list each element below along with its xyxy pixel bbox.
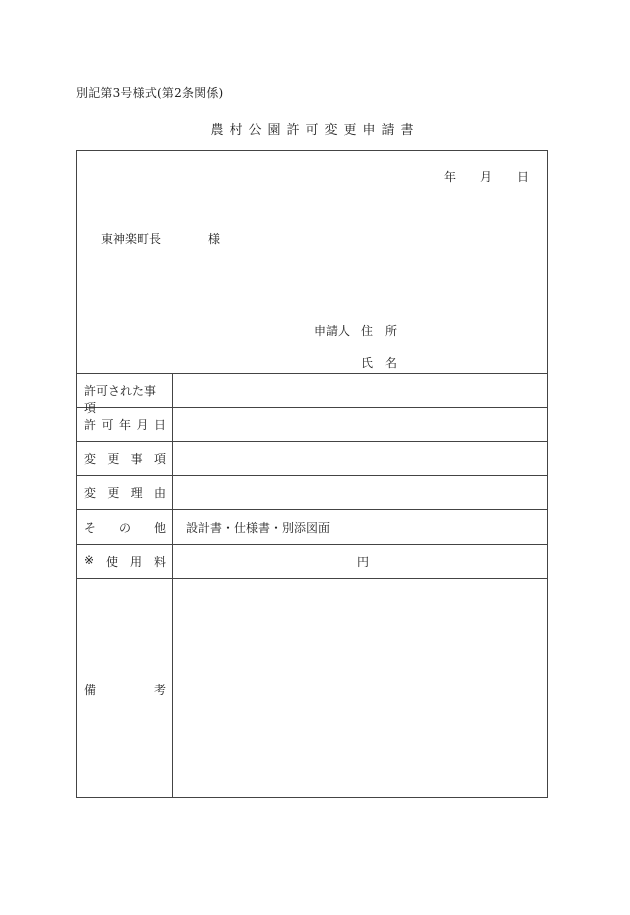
recipient: 東神楽町長	[101, 232, 162, 246]
row-label-permitted-matter: 許可された事項	[84, 384, 157, 415]
date-day: 日	[517, 170, 530, 184]
row-label-change-reason: 変 更 理 由	[84, 486, 166, 500]
form-code: 別記第3号様式(第2条関係)	[76, 86, 224, 100]
other-value: 設計書・仕様書・別添図面	[186, 521, 331, 535]
row-divider	[77, 475, 547, 476]
address-label: 住 所	[361, 324, 398, 338]
usage-fee-unit: 円	[357, 555, 370, 569]
name-label: 氏 名	[361, 356, 398, 370]
date-year: 年	[444, 170, 457, 184]
row-divider	[77, 544, 547, 545]
date-month: 月	[480, 170, 493, 184]
row-label-usage-fee: ※ 使 用 料	[84, 553, 166, 569]
row-label-remarks: 備 考	[84, 683, 166, 697]
row-divider	[77, 441, 547, 442]
row-label-change-matter: 変 更 事 項	[84, 452, 166, 466]
row-divider	[77, 373, 547, 374]
row-label-other: そ の 他	[84, 521, 166, 535]
document-title: 農村公園許可変更申請書	[210, 123, 420, 138]
form-frame	[76, 150, 548, 798]
row-divider	[77, 509, 547, 510]
column-divider	[172, 373, 173, 798]
applicant-label: 申請人	[314, 324, 351, 338]
honorific: 様	[208, 232, 221, 246]
row-label-permit-date: 許 可 年 月 日	[84, 418, 166, 432]
row-divider	[77, 578, 547, 579]
